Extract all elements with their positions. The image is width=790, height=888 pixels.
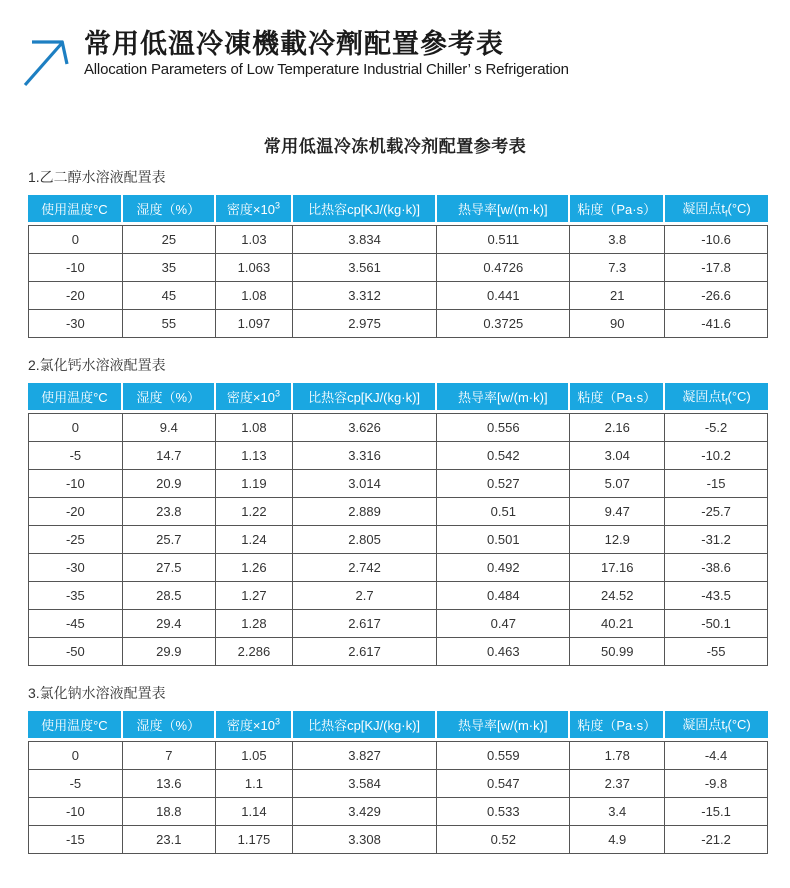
table-cell: 0.484 [437, 582, 570, 610]
table-cell: 13.6 [123, 770, 216, 798]
table-row [28, 826, 768, 854]
table-cell: 4.9 [570, 826, 665, 854]
table-row [28, 554, 768, 582]
data-table [28, 711, 768, 854]
table-cell: 24.52 [570, 582, 665, 610]
table-header-row [28, 383, 768, 413]
table-cell: 9.4 [123, 413, 216, 442]
column-header: 密度$\times 10^3$ [216, 383, 293, 413]
table-cell: 29.4 [123, 610, 216, 638]
table-header-row [28, 711, 768, 741]
table-row [28, 442, 768, 470]
table-cell: 1.28 [216, 610, 293, 638]
table-cell: 1.13 [216, 442, 293, 470]
table-row [28, 610, 768, 638]
table-cell: 2.805 [293, 526, 437, 554]
table-cell: -5 [28, 442, 123, 470]
column-header: 使用温度°C [28, 711, 123, 741]
table-cell: -21.2 [665, 826, 768, 854]
table-cell: 0.527 [437, 470, 570, 498]
table-cell: 0.492 [437, 554, 570, 582]
table-cell: -30 [28, 310, 123, 338]
table-cell: -15 [665, 470, 768, 498]
table-cell: -10 [28, 254, 123, 282]
doc-title: 常用低溫冷凍機載冷劑配置參考表 [84, 29, 504, 59]
table-cell: 0.3725 [437, 310, 570, 338]
column-header: 粘度（Pa·s） [570, 711, 665, 741]
table-cell: -5 [28, 770, 123, 798]
table-header-row [28, 195, 768, 225]
table-cell: 20.9 [123, 470, 216, 498]
table-cell: -15.1 [665, 798, 768, 826]
table-cell: 3.04 [570, 442, 665, 470]
table-cell: 2.975 [293, 310, 437, 338]
table-cell: 2.16 [570, 413, 665, 442]
table-cell: 2.37 [570, 770, 665, 798]
table-cell: 25 [123, 225, 216, 254]
table-cell: 0.441 [437, 282, 570, 310]
table-cell: 1.08 [216, 282, 293, 310]
column-header: 凝固点$t_f(^\circ C)$ [665, 711, 768, 741]
table-cell: 0.533 [437, 798, 570, 826]
table-cell: 2.617 [293, 610, 437, 638]
table-cell: -35 [28, 582, 123, 610]
table-cell: 0 [28, 741, 123, 770]
doc-header [0, 0, 790, 90]
table-cell: 0.559 [437, 741, 570, 770]
column-header: 比热容cp[KJ/(kg·k)] [293, 383, 437, 413]
table-cell: -55 [665, 638, 768, 666]
table-cell: 1.78 [570, 741, 665, 770]
table-cell: 55 [123, 310, 216, 338]
table-cell: 2.7 [293, 582, 437, 610]
table-main-title: 常用低温冷冻机载冷剂配置参考表 [263, 137, 527, 156]
table-cell: -50.1 [665, 610, 768, 638]
section-heading: 3.氯化钠水溶液配置表 [28, 685, 166, 701]
table-row [28, 413, 768, 442]
table-cell: 0 [28, 413, 123, 442]
table-cell: 18.8 [123, 798, 216, 826]
table-row [28, 770, 768, 798]
table-cell: 25.7 [123, 526, 216, 554]
column-header: 比热容cp[KJ/(kg·k)] [293, 195, 437, 225]
table-cell: 28.5 [123, 582, 216, 610]
column-header: 密度$\times 10^3$ [216, 711, 293, 741]
column-header: 使用温度°C [28, 383, 123, 413]
table-cell: -9.8 [665, 770, 768, 798]
column-header: 粘度（Pa·s） [570, 383, 665, 413]
table-cell: 1.27 [216, 582, 293, 610]
table-cell: -30 [28, 554, 123, 582]
table-cell: -31.2 [665, 526, 768, 554]
table-row [28, 498, 768, 526]
table-cell: 2.742 [293, 554, 437, 582]
table-cell: 0.52 [437, 826, 570, 854]
table-cell: 35 [123, 254, 216, 282]
table-cell: 23.1 [123, 826, 216, 854]
table-cell: 3.827 [293, 741, 437, 770]
table-cell: -10 [28, 798, 123, 826]
table-cell: 50.99 [570, 638, 665, 666]
table-section [28, 167, 768, 338]
table-cell: 12.9 [570, 526, 665, 554]
table-row [28, 254, 768, 282]
table-cell: 1.097 [216, 310, 293, 338]
table-cell: 2.617 [293, 638, 437, 666]
table-cell: 1.26 [216, 554, 293, 582]
table-cell: -17.8 [665, 254, 768, 282]
table-cell: 3.834 [293, 225, 437, 254]
table-cell: 1.05 [216, 741, 293, 770]
table-row [28, 638, 768, 666]
table-cell: -5.2 [665, 413, 768, 442]
column-header: 湿度（%） [123, 195, 216, 225]
table-cell: 0.547 [437, 770, 570, 798]
table-row [28, 310, 768, 338]
table-cell: 0.501 [437, 526, 570, 554]
table-cell: 3.429 [293, 798, 437, 826]
table-cell: -10 [28, 470, 123, 498]
table-cell: 0.51 [437, 498, 570, 526]
sections-container [28, 167, 768, 854]
column-header: 热导率[w/(m·k)] [437, 383, 570, 413]
table-row [28, 470, 768, 498]
table-cell: -41.6 [665, 310, 768, 338]
section-heading: 1.乙二醇水溶液配置表 [28, 169, 166, 185]
table-cell: 3.308 [293, 826, 437, 854]
table-cell: 1.14 [216, 798, 293, 826]
table-cell: -43.5 [665, 582, 768, 610]
table-row [28, 225, 768, 254]
table-cell: -25 [28, 526, 123, 554]
table-cell: 0.556 [437, 413, 570, 442]
table-cell: -26.6 [665, 282, 768, 310]
table-cell: 27.5 [123, 554, 216, 582]
table-cell: 90 [570, 310, 665, 338]
table-cell: -10.2 [665, 442, 768, 470]
table-cell: -38.6 [665, 554, 768, 582]
table-cell: 1.03 [216, 225, 293, 254]
table-cell: 0.4726 [437, 254, 570, 282]
table-cell: 29.9 [123, 638, 216, 666]
table-cell: 17.16 [570, 554, 665, 582]
table-cell: 3.626 [293, 413, 437, 442]
column-header: 湿度（%） [123, 383, 216, 413]
table-cell: 3.014 [293, 470, 437, 498]
table-cell: 2.889 [293, 498, 437, 526]
section-heading: 2.氯化钙水溶液配置表 [28, 357, 166, 373]
table-row [28, 741, 768, 770]
table-cell: 0.47 [437, 610, 570, 638]
table-cell: -20 [28, 282, 123, 310]
table-cell: 14.7 [123, 442, 216, 470]
table-cell: 0.511 [437, 225, 570, 254]
table-cell: 40.21 [570, 610, 665, 638]
table-section [28, 355, 768, 666]
table-cell: 0.463 [437, 638, 570, 666]
table-cell: 3.4 [570, 798, 665, 826]
table-row [28, 582, 768, 610]
table-cell: 0.542 [437, 442, 570, 470]
table-cell: 3.312 [293, 282, 437, 310]
table-cell: 7.3 [570, 254, 665, 282]
table-row [28, 282, 768, 310]
table-cell: 5.07 [570, 470, 665, 498]
table-cell: 45 [123, 282, 216, 310]
table-cell: 3.316 [293, 442, 437, 470]
table-cell: 1.063 [216, 254, 293, 282]
table-row [28, 798, 768, 826]
column-header: 密度$\times 10^3$ [216, 195, 293, 225]
table-cell: -50 [28, 638, 123, 666]
table-cell: 1.1 [216, 770, 293, 798]
table-cell: 3.584 [293, 770, 437, 798]
column-header: 凝固点$t_f(^\circ C)$ [665, 195, 768, 225]
table-cell: 0 [28, 225, 123, 254]
table-cell: -15 [28, 826, 123, 854]
column-header: 湿度（%） [123, 711, 216, 741]
column-header: 凝固点$t_f(^\circ C)$ [665, 383, 768, 413]
table-cell: 9.47 [570, 498, 665, 526]
data-table [28, 195, 768, 338]
table-cell: 1.08 [216, 413, 293, 442]
table-cell: 1.19 [216, 470, 293, 498]
table-cell: 2.286 [216, 638, 293, 666]
table-cell: -10.6 [665, 225, 768, 254]
header-titles [84, 28, 569, 78]
table-cell: 7 [123, 741, 216, 770]
table-cell: 1.24 [216, 526, 293, 554]
table-row [28, 526, 768, 554]
table-cell: 3.561 [293, 254, 437, 282]
table-cell: -25.7 [665, 498, 768, 526]
table-cell: 1.175 [216, 826, 293, 854]
table-cell: 21 [570, 282, 665, 310]
column-header: 热导率[w/(m·k)] [437, 711, 570, 741]
table-cell: 23.8 [123, 498, 216, 526]
table-cell: -45 [28, 610, 123, 638]
column-header: 粘度（Pa·s） [570, 195, 665, 225]
arrow-up-right-icon [20, 30, 76, 90]
table-cell: -4.4 [665, 741, 768, 770]
doc-subtitle: Allocation Parameters of Low Temperature Industrial Chiller’ s Refrigeration [84, 61, 569, 79]
table-cell: 3.8 [570, 225, 665, 254]
table-section [28, 683, 768, 854]
table-cell: 1.22 [216, 498, 293, 526]
column-header: 使用温度°C [28, 195, 123, 225]
data-table [28, 383, 768, 666]
table-cell: -20 [28, 498, 123, 526]
column-header: 热导率[w/(m·k)] [437, 195, 570, 225]
column-header: 比热容cp[KJ/(kg·k)] [293, 711, 437, 741]
